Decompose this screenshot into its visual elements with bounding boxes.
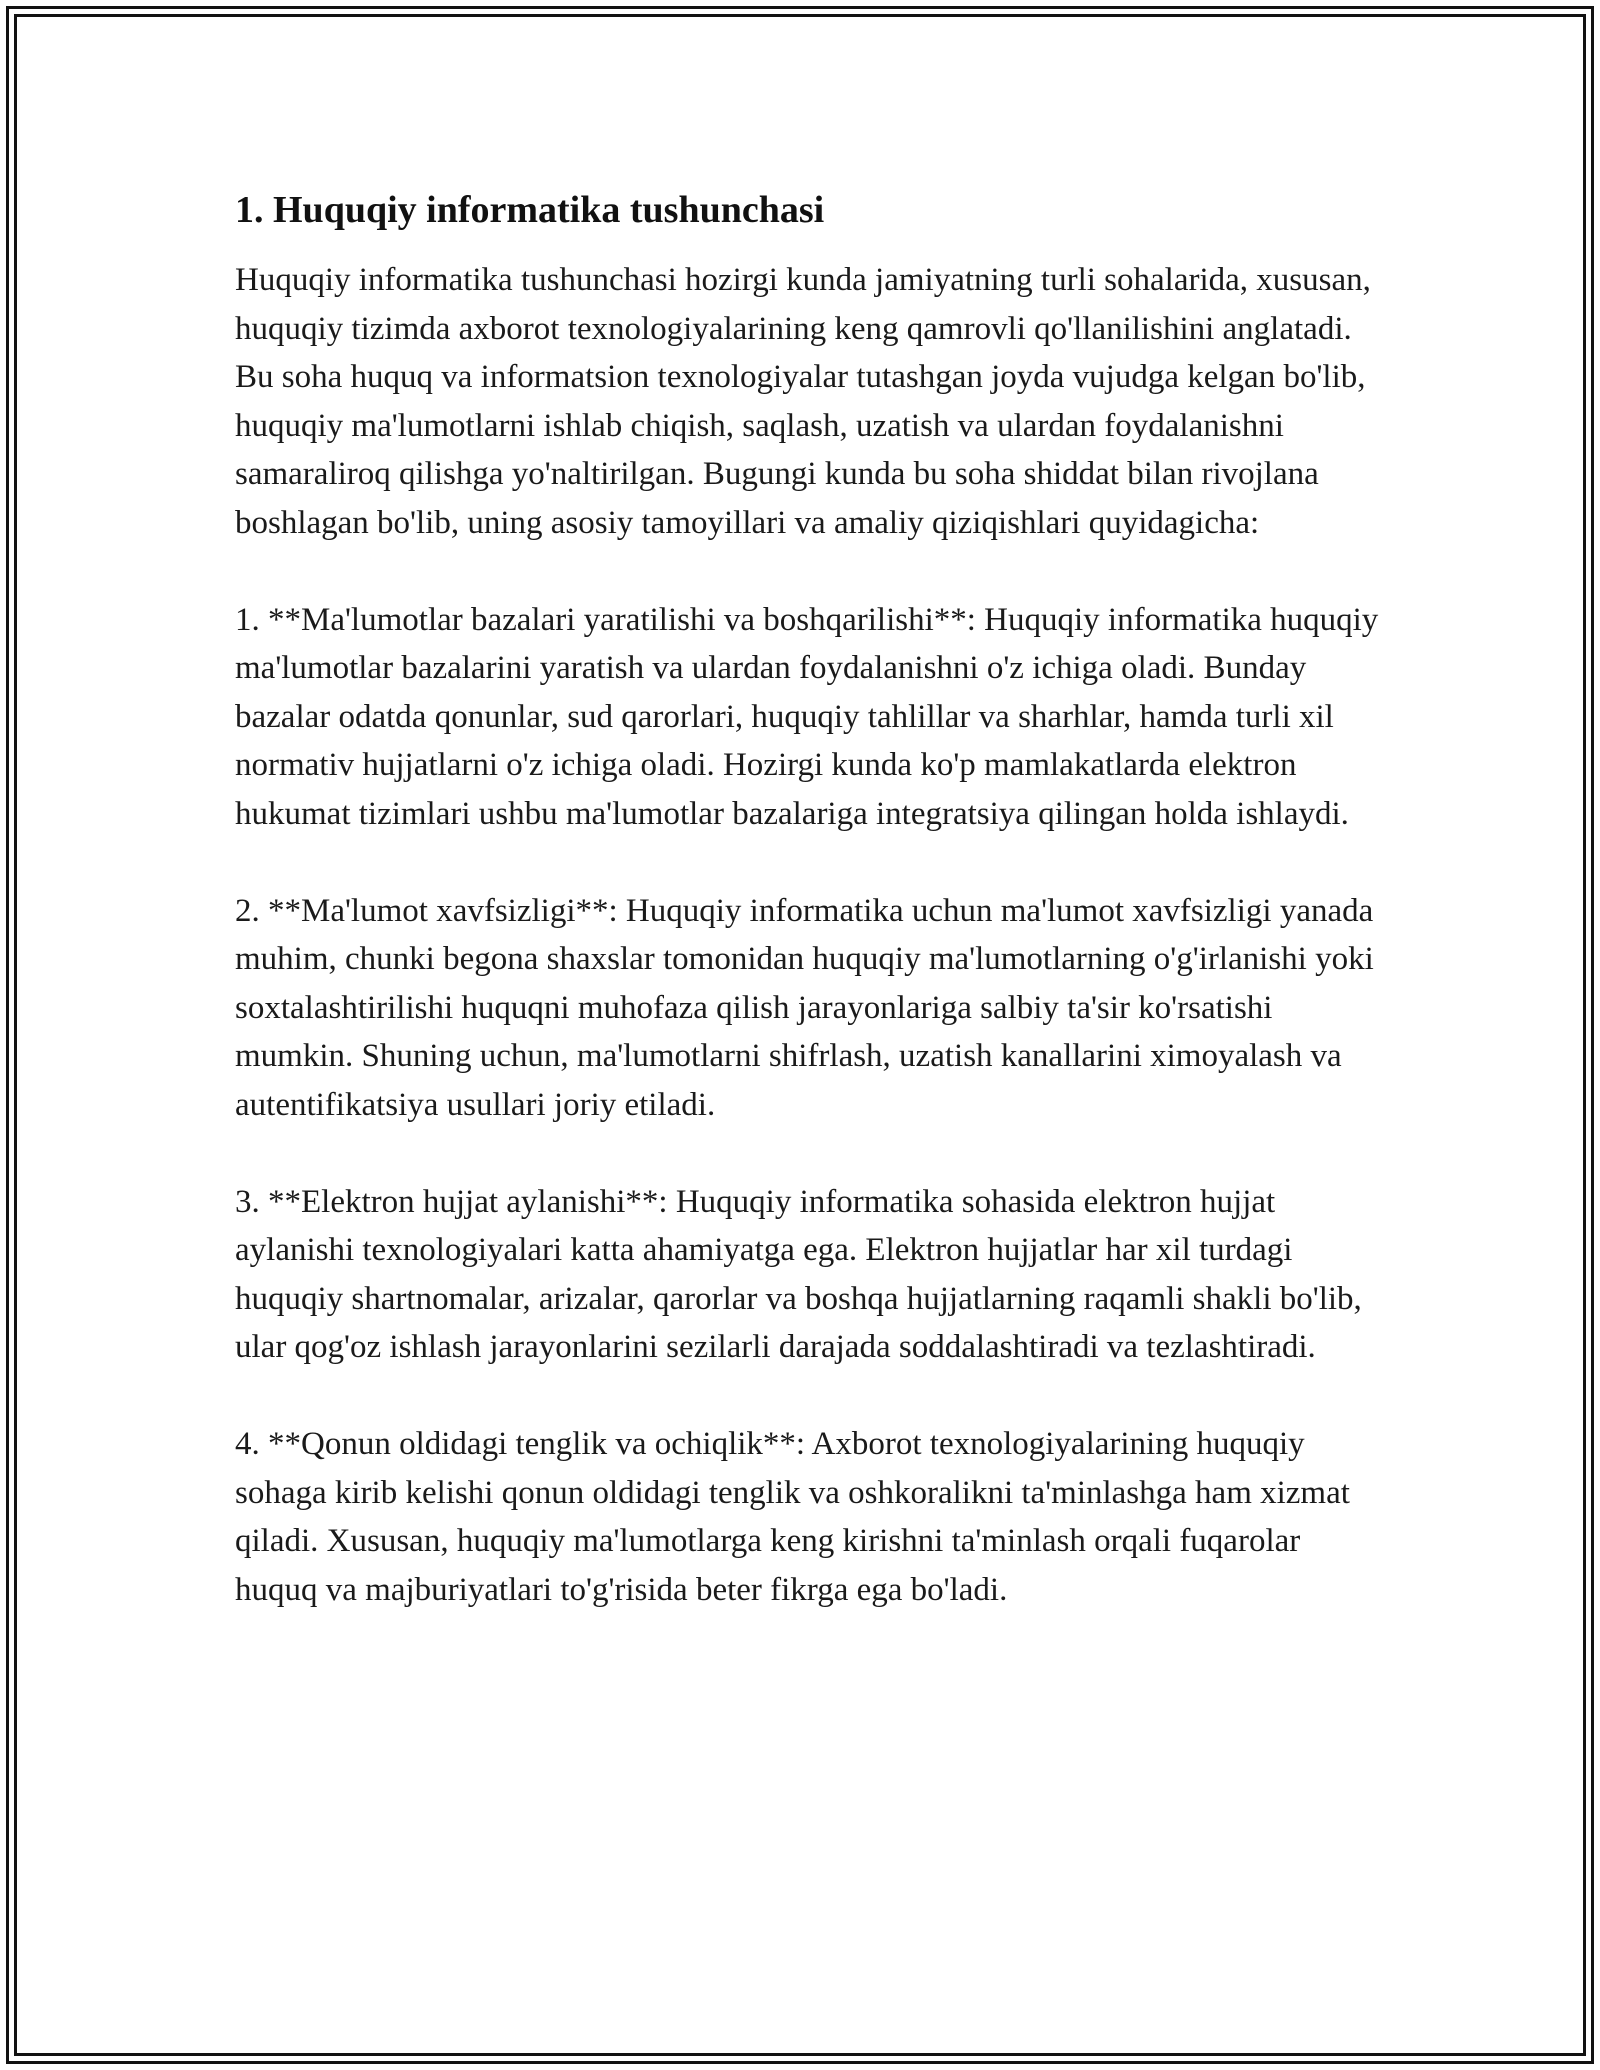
intro-paragraph: Huquqiy informatika tushunchasi hozirgi kunda jamiyatning turli sohalarida, xususan, huquqiy tizimda axborot texnologiyalarining keng qamrovli qo'llanilishini anglatadi. Bu soha huquq va informatsion texnologiyalar tutashgan joyda vujudga kelgan bo'lib, huquqiy ma'lumotlarni ishlab chiqish, saqlash, uzatish va ulardan foydalanishni samaraliroq qilishga yo'naltirilgan. Bugungi kunda bu soha shiddat bilan rivojlana boshlagan bo'lib, uning asosiy tamoyillari va amaliy qiziqishlari quyidagicha: bbox=[235, 262, 1371, 541]
list-item-3: 3. **Elektron hujjat aylanishi**: Huquqiy informatika sohasida elektron hujjat aylanishi texnologiyalari katta ahamiyatga ega. Elektron hujjatlar har xil turdagi huquqiy shartnomalar, arizalar, qarorlar va boshqa hujjatlarning raqamli shakli bo'lib, ular qog'oz ishlash jarayonlarini sezilarli darajada soddalashtiradi va tezlashtiradi. bbox=[235, 1183, 1362, 1365]
section-heading: 1. Huquqiy informatika tushunchasi bbox=[235, 189, 825, 231]
document-body bbox=[235, 180, 1385, 1663]
list-item-2: 2. **Ma'lumot xavfsizligi**: Huquqiy informatika uchun ma'lumot xavfsizligi yanada muhim, chunki begona shaxslar tomonidan huquqiy ma'lumotlarning o'g'irlanishi yoki soxtalashtirilishi huquqni muhofaza qilish jarayonlariga salbiy ta'sir ko'rsatishi mumkin. Shuning uchun, ma'lumotlarni shifrlash, uzatish kanallarini ximoyalash va autentifikatsiya usullari joriy etiladi. bbox=[235, 892, 1374, 1123]
list-item-1: 1. **Ma'lumotlar bazalari yaratilishi va boshqarilishi**: Huquqiy informatika huquqiy ma'lumotlar bazalarini yaratish va ulardan foydalanishni o'z ichiga oladi. Bunday bazalar odatda qonunlar, sud qarorlari, huquqiy tahlillar va sharhlar, hamda turli xil normativ hujjatlarni o'z ichiga oladi. Hozirgi kunda ko'p mamlakatlarda elektron hukumat tizimlari ushbu ma'lumotlar bazalariga integratsiya qilingan holda ishlaydi. bbox=[235, 601, 1379, 832]
list-item-4: 4. **Qonun oldidagi tenglik va ochiqlik**: Axborot texnologiyalarining huquqiy sohaga kirib kelishi qonun oldidagi tenglik va oshkoralikni ta'minlashga ham xizmat qiladi. Xususan, huquqiy ma'lumotlarga keng kirishni ta'minlash orqali fuqarolar huquq va majburiyatlari to'g'risida beter fikrga ega bo'ladi. bbox=[235, 1426, 1350, 1608]
